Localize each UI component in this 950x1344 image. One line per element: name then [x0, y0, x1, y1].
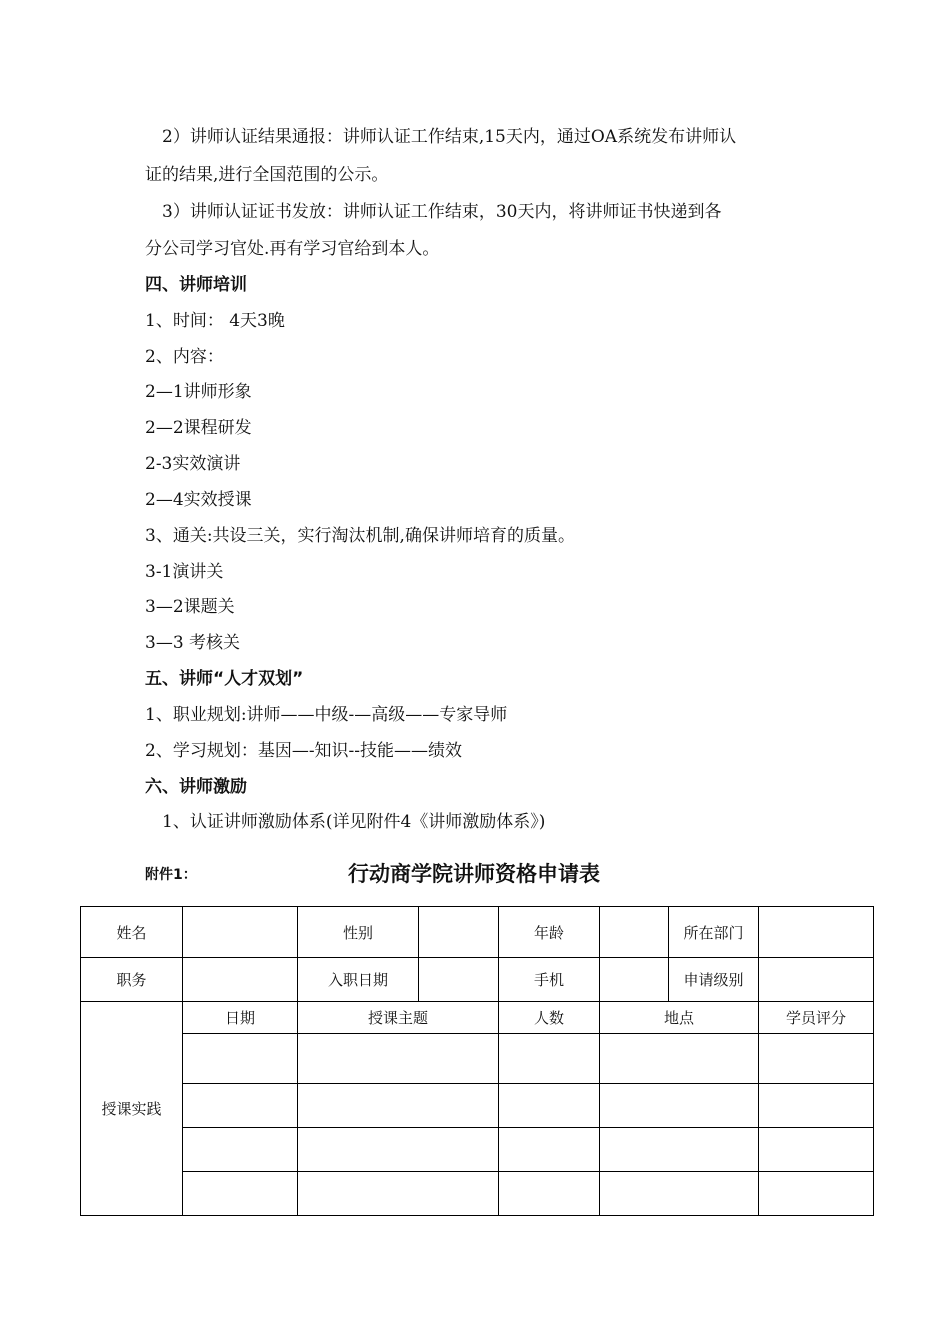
count-cell[interactable]: [499, 1034, 600, 1084]
count-cell[interactable]: [499, 1084, 600, 1128]
date-cell[interactable]: [183, 1034, 298, 1084]
list-item: 1、时间： 4天3晚: [145, 311, 285, 331]
list-item: 2—1讲师形象: [145, 382, 252, 402]
topic-cell[interactable]: [298, 1084, 499, 1128]
position-label: 职务: [81, 958, 183, 1002]
hire-date-label: 入职日期: [298, 958, 419, 1002]
gender-label: 性别: [298, 907, 419, 958]
header-count: 人数: [499, 1002, 600, 1034]
list-item: 3—3 考核关: [145, 633, 241, 653]
paragraph-line: 分公司学习官处.再有学习官给到本人。: [145, 239, 440, 259]
score-cell[interactable]: [759, 1128, 874, 1172]
list-item: 3—2课题关: [145, 597, 235, 617]
table-row: [81, 1172, 874, 1216]
phone-label: 手机: [499, 958, 600, 1002]
practice-label: 授课实践: [81, 1002, 183, 1216]
list-item: 3、通关:共设三关，实行淘汰机制,确保讲师培育的质量。: [145, 526, 575, 546]
location-cell[interactable]: [600, 1172, 759, 1216]
annex-label: 附件1：: [145, 867, 197, 883]
age-label: 年龄: [499, 907, 600, 958]
topic-cell[interactable]: [298, 1172, 499, 1216]
list-item: 2-3实效演讲: [145, 454, 241, 474]
location-cell[interactable]: [600, 1034, 759, 1084]
header-topic: 授课主题: [298, 1002, 499, 1034]
score-cell[interactable]: [759, 1084, 874, 1128]
phone-field[interactable]: [600, 958, 669, 1002]
date-cell[interactable]: [183, 1128, 298, 1172]
application-form-table: [80, 906, 874, 1216]
paragraph-line: 证的结果,进行全国范围的公示。: [145, 165, 389, 185]
form-title: 行动商学院讲师资格申请表: [348, 862, 600, 886]
age-field[interactable]: [600, 907, 669, 958]
topic-cell[interactable]: [298, 1128, 499, 1172]
location-cell[interactable]: [600, 1128, 759, 1172]
list-item: 1、认证讲师激励体系(详见附件4《讲师激励体系》): [162, 812, 546, 832]
location-cell[interactable]: [600, 1084, 759, 1128]
gender-field[interactable]: [419, 907, 499, 958]
list-item: 1、职业规划:讲师——中级-—高级——专家导师: [145, 705, 508, 725]
count-cell[interactable]: [499, 1172, 600, 1216]
section-heading: 五、讲师“人才双划”: [145, 669, 304, 689]
score-cell[interactable]: [759, 1172, 874, 1216]
table-row: [81, 1002, 874, 1034]
department-field[interactable]: [759, 907, 874, 958]
apply-level-label: 申请级别: [669, 958, 759, 1002]
table-row: [81, 907, 874, 958]
date-cell[interactable]: [183, 1172, 298, 1216]
apply-level-field[interactable]: [759, 958, 874, 1002]
header-date: 日期: [183, 1002, 298, 1034]
date-cell[interactable]: [183, 1084, 298, 1128]
hire-date-field[interactable]: [419, 958, 499, 1002]
header-score: 学员评分: [759, 1002, 874, 1034]
header-location: 地点: [600, 1002, 759, 1034]
paragraph-line: 3）讲师认证证书发放：讲师认证工作结束，30天内，将讲师证书快递到各: [162, 202, 722, 222]
position-field[interactable]: [183, 958, 298, 1002]
table-row: [81, 1128, 874, 1172]
list-item: 2—4实效授课: [145, 490, 252, 510]
table-row: [81, 1084, 874, 1128]
section-heading: 四、讲师培训: [145, 275, 247, 295]
topic-cell[interactable]: [298, 1034, 499, 1084]
name-label: 姓名: [81, 907, 183, 958]
list-item: 2、内容：: [145, 347, 224, 367]
list-item: 2—2课程研发: [145, 418, 252, 438]
name-field[interactable]: [183, 907, 298, 958]
department-label: 所在部门: [669, 907, 759, 958]
section-heading: 六、讲师激励: [145, 777, 247, 797]
table-row: [81, 958, 874, 1002]
list-item: 2、学习规划：基因—-知识--技能——绩效: [145, 741, 463, 761]
table-row: [81, 1034, 874, 1084]
score-cell[interactable]: [759, 1034, 874, 1084]
paragraph-line: 2）讲师认证结果通报：讲师认证工作结束,15天内，通过OA系统发布讲师认: [162, 127, 737, 147]
count-cell[interactable]: [499, 1128, 600, 1172]
list-item: 3-1演讲关: [145, 562, 224, 582]
